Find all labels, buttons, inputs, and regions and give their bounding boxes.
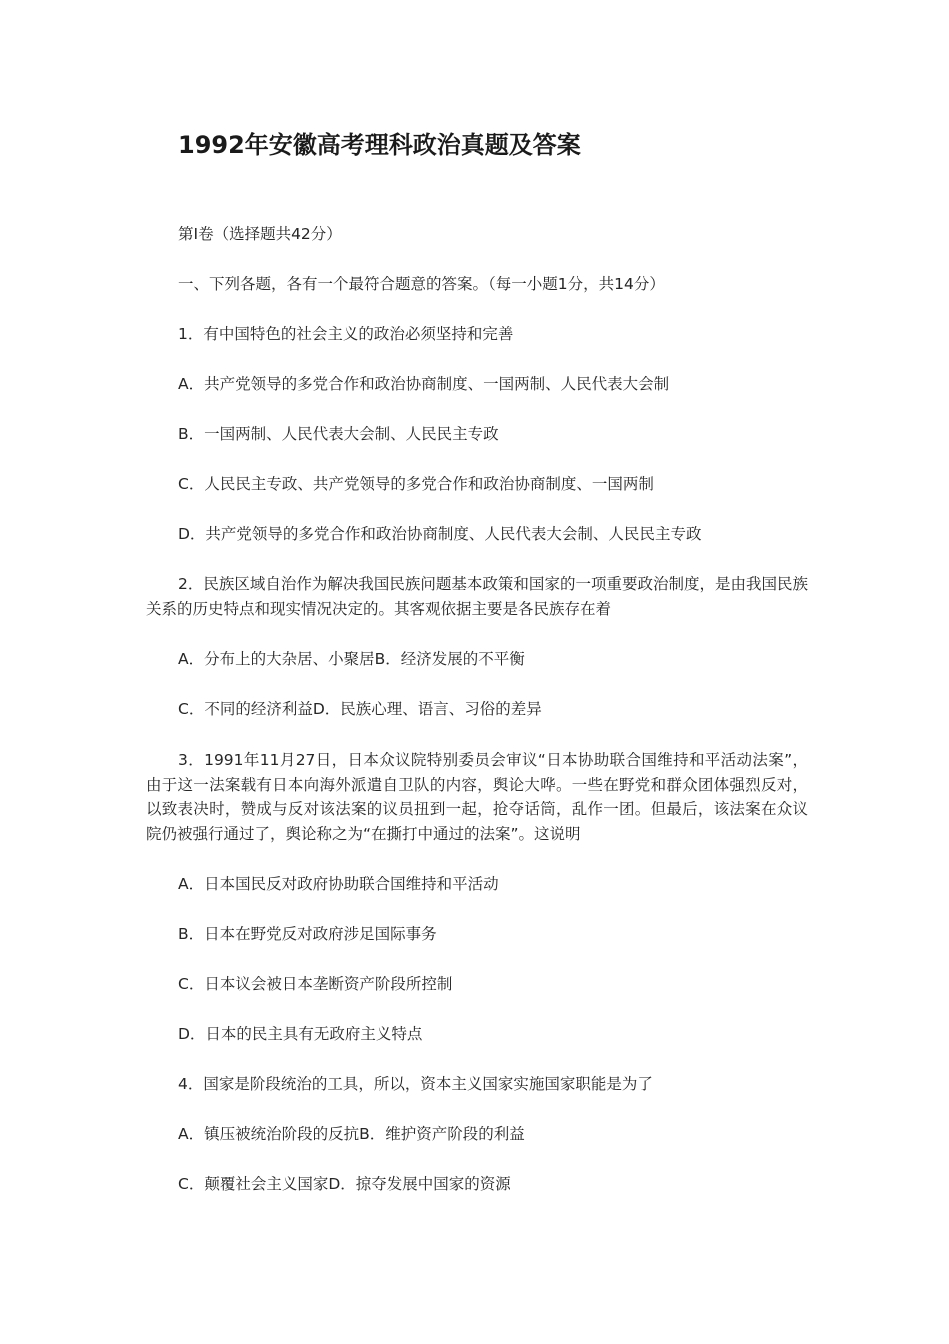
question-4-stem: 4．国家是阶段统治的工具，所以，资本主义国家实施国家职能是为了 xyxy=(178,1075,653,1093)
question-2-options-cd: C．不同的经济利益D．民族心理、语言、习俗的差异 xyxy=(178,700,542,718)
question-4-options-ab: A．镇压被统治阶段的反抗B．维护资产阶段的利益 xyxy=(178,1125,525,1143)
question-1-option-b: B．一国两制、人民代表大会制、人民民主专政 xyxy=(178,425,499,443)
question-1-option-a: A．共产党领导的多党合作和政治协商制度、一国两制、人民代表大会制 xyxy=(178,375,670,393)
question-2-options-ab: A．分布上的大杂居、小聚居B．经济发展的不平衡 xyxy=(178,650,525,668)
question-3-option-d: D．日本的民主具有无政府主义特点 xyxy=(178,1025,423,1043)
question-2-stem: 2．民族区域自治作为解决我国民族问题基本政策和国家的一项重要政治制度，是由我国民族关系的历史特点和现实情况决定的。其客观依据主要是各民族存在着 xyxy=(146,575,808,618)
question-3-option-a: A．日本国民反对政府协助联合国维持和平活动 xyxy=(178,875,499,893)
question-1-stem: 1．有中国特色的社会主义的政治必须坚持和完善 xyxy=(178,325,514,343)
question-3-option-c: C．日本议会被日本垄断资产阶段所控制 xyxy=(178,975,453,993)
question-1-option-c: C．人民民主专政、共产党领导的多党合作和政治协商制度、一国两制 xyxy=(178,475,654,493)
question-3-option-b: B．日本在野党反对政府涉足国际事务 xyxy=(178,925,437,943)
part-instruction: 一、下列各题，各有一个最符合题意的答案。（每一小题1分，共14分） xyxy=(178,275,665,293)
section-header: 第I卷（选择题共42分） xyxy=(178,225,342,243)
question-4-options-cd: C．颠覆社会主义国家D．掠夺发展中国家的资源 xyxy=(178,1175,511,1193)
question-1-option-d: D．共产党领导的多党合作和政治协商制度、人民代表大会制、人民民主专政 xyxy=(178,525,702,543)
question-3-stem: 3．1991年11月27日，日本众议院特别委员会审议“日本协助联合国维持和平活动法案”，由于这一法案载有日本向海外派遣自卫队的内容，舆论大哗。一些在野党和群众团体强烈反对，以致表决时，赞成与反对该法案的议员扭到一起，抢夺话筒，乱作一团。但最后，该法案在众议院仍被强行通过了，舆论称之为“在撕打中通过的法案”。这说明 xyxy=(146,751,808,843)
document-title: 1992年安徽高考理科政治真题及答案 xyxy=(178,131,581,159)
